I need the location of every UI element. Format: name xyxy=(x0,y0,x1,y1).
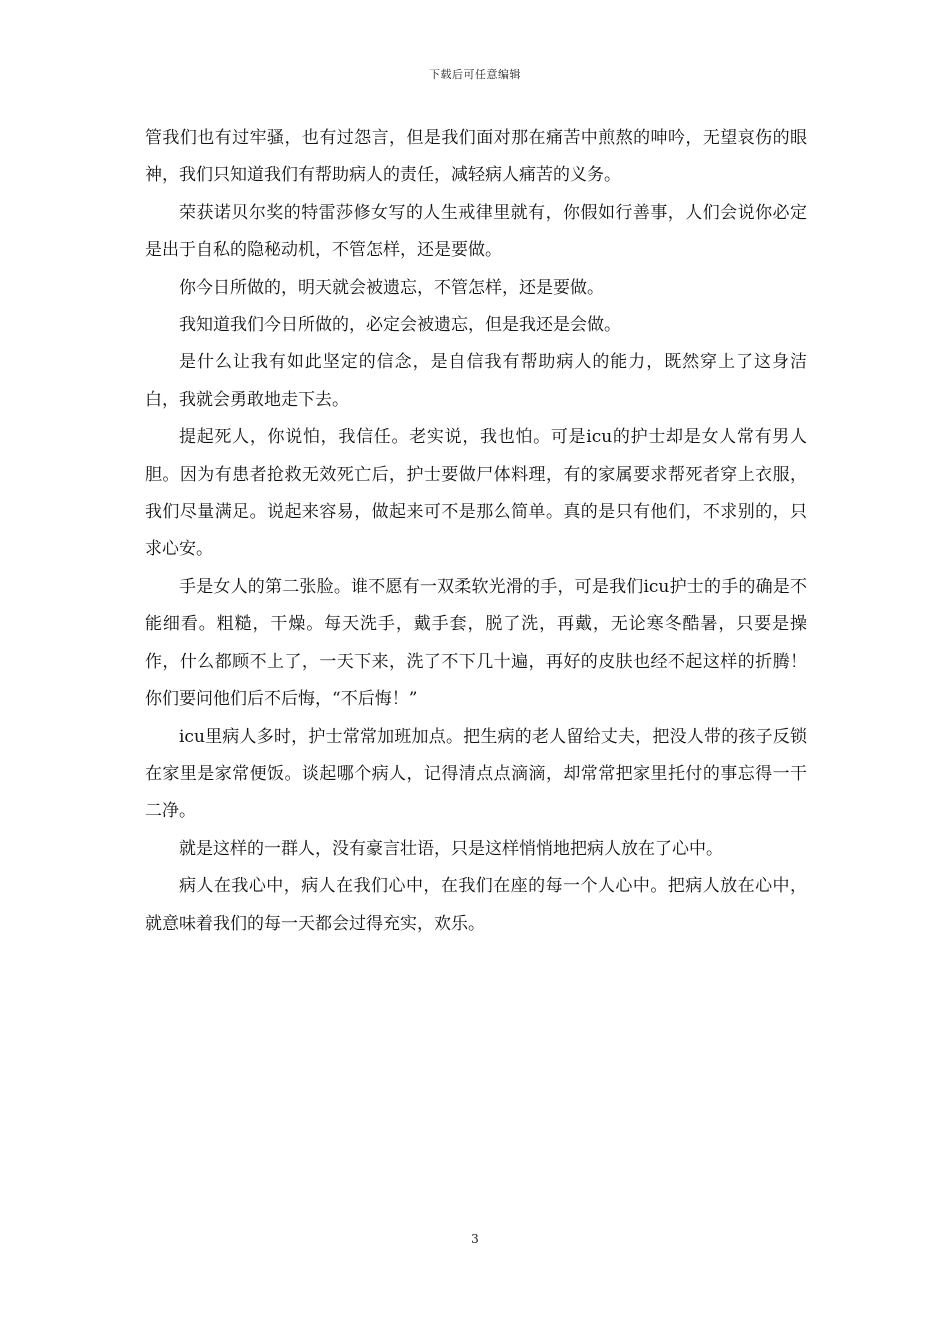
page-number: 3 xyxy=(471,1232,479,1246)
paragraph-1: 管我们也有过牢骚，也有过怨言，但是我们面对那在痛苦中煎熬的呻吟，无望哀伤的眼神，我们只知道我们有帮助病人的责任，减轻病人痛苦的义务。 xyxy=(145,128,807,186)
paragraph-6: 提起死人，你说怕，我信任。老实说，我也怕。可是icu的护士却是女人常有男人胆。因为有患者抢救无效死亡后，护士要做尸体料理，有的家属要求帮死者穿上衣服，我们尽量满足。说起来容易，做起来可不是那么简单。真的是只有他们，不求别的，只求心安。 xyxy=(145,427,807,560)
paragraph-10: 病人在我心中，病人在我们心中，在我们在座的每一个人心中。把病人放在心中，就意味着我们的每一天都会过得充实，欢乐。 xyxy=(145,876,807,934)
page-header: 下载后可任意编辑 xyxy=(429,68,521,81)
paragraph-3: 你今日所做的，明天就会被遗忘，不管怎样，还是要做。 xyxy=(179,277,604,298)
document-body xyxy=(145,120,807,943)
paragraph-4: 我知道我们今日所做的，必定会被遗忘，但是我还是会做。 xyxy=(179,315,621,336)
paragraph-9: 就是这样的一群人，没有豪言壮语，只是这样悄悄地把病人放在了心中。 xyxy=(179,838,723,859)
paragraph-7: 手是女人的第二张脸。谁不愿有一双柔软光滑的手，可是我们icu护士的手的确是不能细看。粗糙，干燥。每天洗手，戴手套，脱了洗，再戴，无论寒冬酷暑，只要是操作，什么都顾不上了，一天下来，洗了不下几十遍，再好的皮肤也经不起这样的折腾！你们要问他们后不后悔，“不后悔！” xyxy=(145,576,807,710)
paragraph-2: 荣获诺贝尔奖的特雷莎修女写的人生戒律里就有，你假如行善事，人们会说你必定是出于自私的隐秘动机，不管怎样，还是要做。 xyxy=(145,202,807,261)
paragraph-5: 是什么让我有如此坚定的信念，是自信我有帮助病人的能力，既然穿上了这身洁白，我就会勇敢地走下去。 xyxy=(145,352,807,410)
paragraph-8: icu里病人多时，护士常常加班加点。把生病的老人留给丈夫，把没人带的孩子反锁在家里是家常便饭。谈起哪个病人，记得清点点滴滴，却常常把家里托付的事忘得一干二净。 xyxy=(145,726,807,822)
